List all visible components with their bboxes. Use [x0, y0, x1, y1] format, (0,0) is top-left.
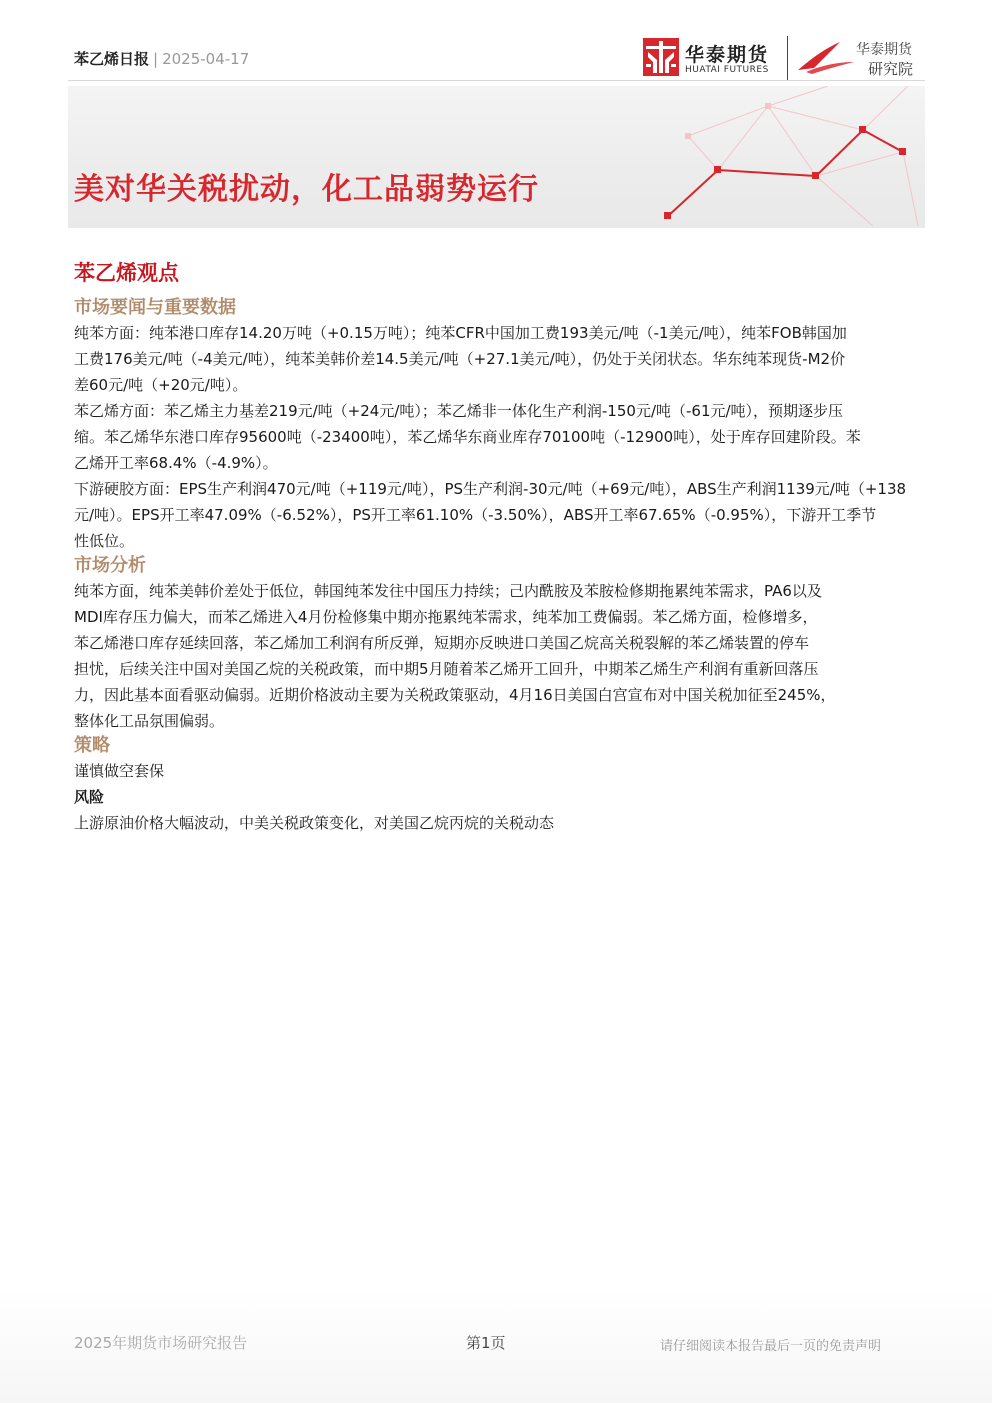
logo-divider: [787, 36, 788, 80]
downstream-paragraph: [74, 476, 940, 554]
report-meta: [74, 48, 249, 69]
title-banner: [68, 86, 925, 228]
text-line: 工费176美元/吨（-4美元/吨），纯苯美韩价差14.5美元/吨（+27.1美元/吨），仍处于关闭状态。华东纯苯现货-M2价: [74, 350, 846, 368]
text-line: 纯苯方面：纯苯港口库存14.20万吨（+0.15万吨）；纯苯CFR中国加工费193美元/吨（-1美元/吨），纯苯FOB韩国加: [74, 324, 847, 342]
styrene-paragraph: [74, 398, 940, 476]
strategy-heading: 策略: [74, 735, 110, 756]
text-line: 担忧，后续关注中国对美国乙烷的关税政策，而中期5月随着苯乙烯开工回升，中期苯乙烯生产利润有重新回落压: [74, 660, 819, 678]
report-title: 美对华关税扰动，化工品弱势运行: [74, 172, 539, 207]
section-title: 苯乙烯观点: [74, 261, 179, 285]
page-number: 第1页: [466, 1334, 506, 1352]
text-line: 乙烯开工率68.4%（-4.9%）。: [74, 454, 278, 472]
text-line: MDI库存压力偏大，而苯乙烯进入4月份检修集中期亦拖累纯苯需求，纯苯加工费偏弱。苯乙烯方面，检修增多，: [74, 608, 818, 626]
market-news-heading: 市场要闻与重要数据: [74, 297, 236, 318]
text-line: 性低位。: [74, 532, 135, 550]
footer-report-label: 2025年期货市场研究报告: [74, 1334, 248, 1352]
swoosh-icon: [796, 40, 858, 76]
research-institute-logo: [796, 38, 926, 80]
logo-en-name: HUATAI FUTURES: [685, 65, 769, 75]
strategy-text: 谨慎做空套保: [74, 762, 165, 780]
benzene-paragraph: [74, 320, 940, 398]
text-line: 苯乙烯港口库存延续回落，苯乙烯加工利润有所反弹，短期亦反映进口美国乙烷高关税裂解的苯乙烯装置的停车: [74, 634, 810, 652]
market-analysis-paragraph: [74, 578, 940, 734]
report-date: 2025-04-17: [162, 50, 250, 68]
header-rule: [68, 80, 925, 81]
risk-label: 风险: [74, 788, 105, 806]
report-name: 苯乙烯日报: [74, 50, 150, 68]
institute-line2: 研究院: [868, 60, 914, 78]
risk-text: 上游原油价格大幅波动，中美关税政策变化，对美国乙烷丙烷的关税动态: [74, 814, 555, 832]
report-content: [74, 258, 940, 836]
meta-separator: |: [153, 50, 159, 68]
huatai-logo-icon: [643, 38, 679, 76]
text-line: 下游硬胶方面：EPS生产利润470元/吨（+119元/吨），PS生产利润-30元/吨（+69元/吨），ABS生产利润1139元/吨（+138: [74, 480, 907, 498]
disclaimer-note: 请仔细阅读本报告最后一页的免责声明: [660, 1339, 882, 1354]
institute-line1: 华泰期货: [856, 42, 912, 58]
text-line: 元/吨）。EPS开工率47.09%（-6.52%），PS开工率61.10%（-3.50%），ABS开工率67.65%（-0.95%），下游开工季节: [74, 506, 877, 524]
logo-cn-name: 华泰期货: [685, 44, 770, 66]
text-line: 纯苯方面，纯苯美韩价差处于低位，韩国纯苯发往中国压力持续；己内酰胺及苯胺检修期拖累纯苯需求，PA6以及: [74, 582, 822, 600]
text-line: 缩。苯乙烯华东港口库存95600吨（-23400吨），苯乙烯华东商业库存70100吨（-12900吨），处于库存回建阶段。苯: [74, 428, 861, 446]
page-header: [0, 0, 992, 84]
huatai-futures-logo: [643, 38, 783, 80]
text-line: 整体化工品氛围偏弱。: [74, 712, 225, 730]
market-analysis-heading: 市场分析: [74, 555, 146, 576]
text-line: 苯乙烯方面：苯乙烯主力基差219元/吨（+24元/吨）；苯乙烯非一体化生产利润-150元/吨（-61元/吨），预期逐步压: [74, 402, 844, 420]
text-line: 差60元/吨（+20元/吨）。: [74, 376, 248, 394]
text-line: 力，因此基本面看驱动偏弱。近期价格波动主要为关税政策驱动，4月16日美国白宫宣布对中国关税加征至245%，: [74, 686, 836, 704]
